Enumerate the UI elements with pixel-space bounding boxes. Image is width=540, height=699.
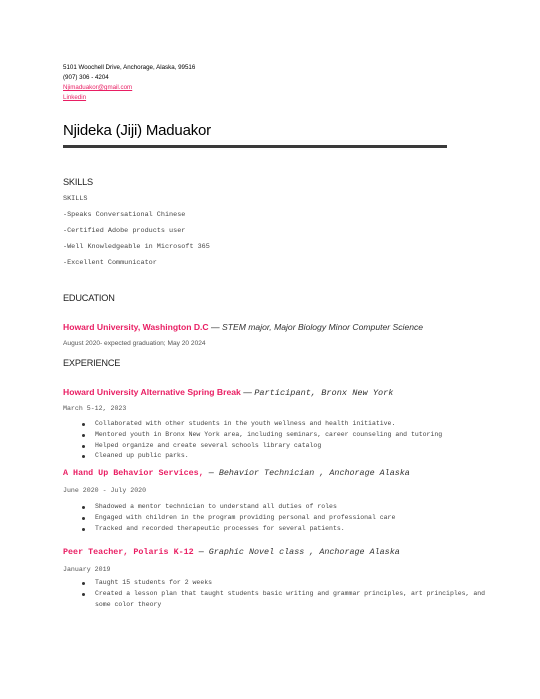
job-bullet: Cleaned up public parks. (95, 451, 525, 462)
candidate-name: Njideka (Jiji) Maduakor (63, 122, 211, 139)
job-org: Peer Teacher, Polaris K-12 (63, 547, 194, 557)
education-entry (63, 320, 423, 334)
skill-item: -Speaks Conversational Chinese (63, 211, 186, 219)
job-dates: March 5-12, 2023 (63, 405, 127, 412)
education-detail: STEM major, Major Biology Minor Computer Science (222, 322, 424, 332)
education-dash: — (211, 322, 220, 332)
job-bullet: Helped organize and create several schools library catalog (95, 441, 525, 452)
job-dash: — (208, 468, 214, 478)
job-bullet: Mentored youth in Bronx New York area, including seminars, career counseling and tutoring (95, 430, 525, 441)
skills-subheading: SKILLS (63, 195, 88, 203)
skill-item: -Excellent Communicator (63, 259, 157, 267)
job-org: A Hand Up Behavior Services, (63, 468, 204, 478)
contact-phone: (907) 306 - 4204 (63, 74, 109, 81)
job-bullet: Shadowed a mentor technician to understand all duties of roles (95, 502, 525, 513)
job-title (63, 385, 393, 400)
job-bullets (63, 502, 525, 534)
job-role: Participant, Bronx New York (254, 388, 394, 398)
job-org: Howard University Alternative Spring Break (63, 387, 241, 397)
job-bullet: Collaborated with other students in the youth wellness and health initiative. (95, 419, 525, 430)
job-role: Graphic Novel class , Anchorage Alaska (208, 547, 400, 557)
job-bullets (63, 578, 490, 610)
job-role: Behavior Technician , Anchorage Alaska (218, 468, 410, 478)
job-dates: June 2020 - July 2020 (63, 487, 147, 494)
job-bullet: Created a lesson plan that taught students basic writing and grammar principles, art principles, and some color theory (95, 589, 490, 611)
job-bullets (63, 419, 525, 462)
job-dash: — (243, 387, 252, 397)
header-divider (63, 145, 447, 148)
contact-block (63, 63, 483, 103)
skills-heading: SKILLS (63, 177, 93, 187)
contact-email-link[interactable]: Njimaduakor@gmail.com (63, 84, 133, 91)
education-dates: August 2020- expected graduation; May 20 2024 (63, 340, 206, 347)
contact-linkedin-link[interactable]: Linkedin (63, 94, 87, 101)
experience-heading: EXPERIENCE (63, 358, 121, 368)
contact-address: 5101 Woochell Drive, Anchorage, Alaska, 99516 (63, 64, 196, 71)
job-bullet: Tracked and recorded therapeutic processes for several patients. (95, 524, 525, 535)
job-title (63, 466, 410, 480)
job-dash: — (198, 547, 204, 557)
job-bullet: Engaged with children in the program providing personal and professional care (95, 513, 525, 524)
resume-page (63, 63, 486, 608)
job-bullet: Taught 15 students for 2 weeks (95, 578, 490, 589)
job-title (63, 545, 400, 559)
skill-item: -Certified Adobe products user (63, 227, 186, 235)
job-dates: January 2019 (63, 566, 111, 573)
education-heading: EDUCATION (63, 293, 115, 303)
skill-item: -Well Knowledgeable in Microsoft 365 (63, 243, 210, 251)
education-school: Howard University, Washington D.C (63, 322, 209, 332)
